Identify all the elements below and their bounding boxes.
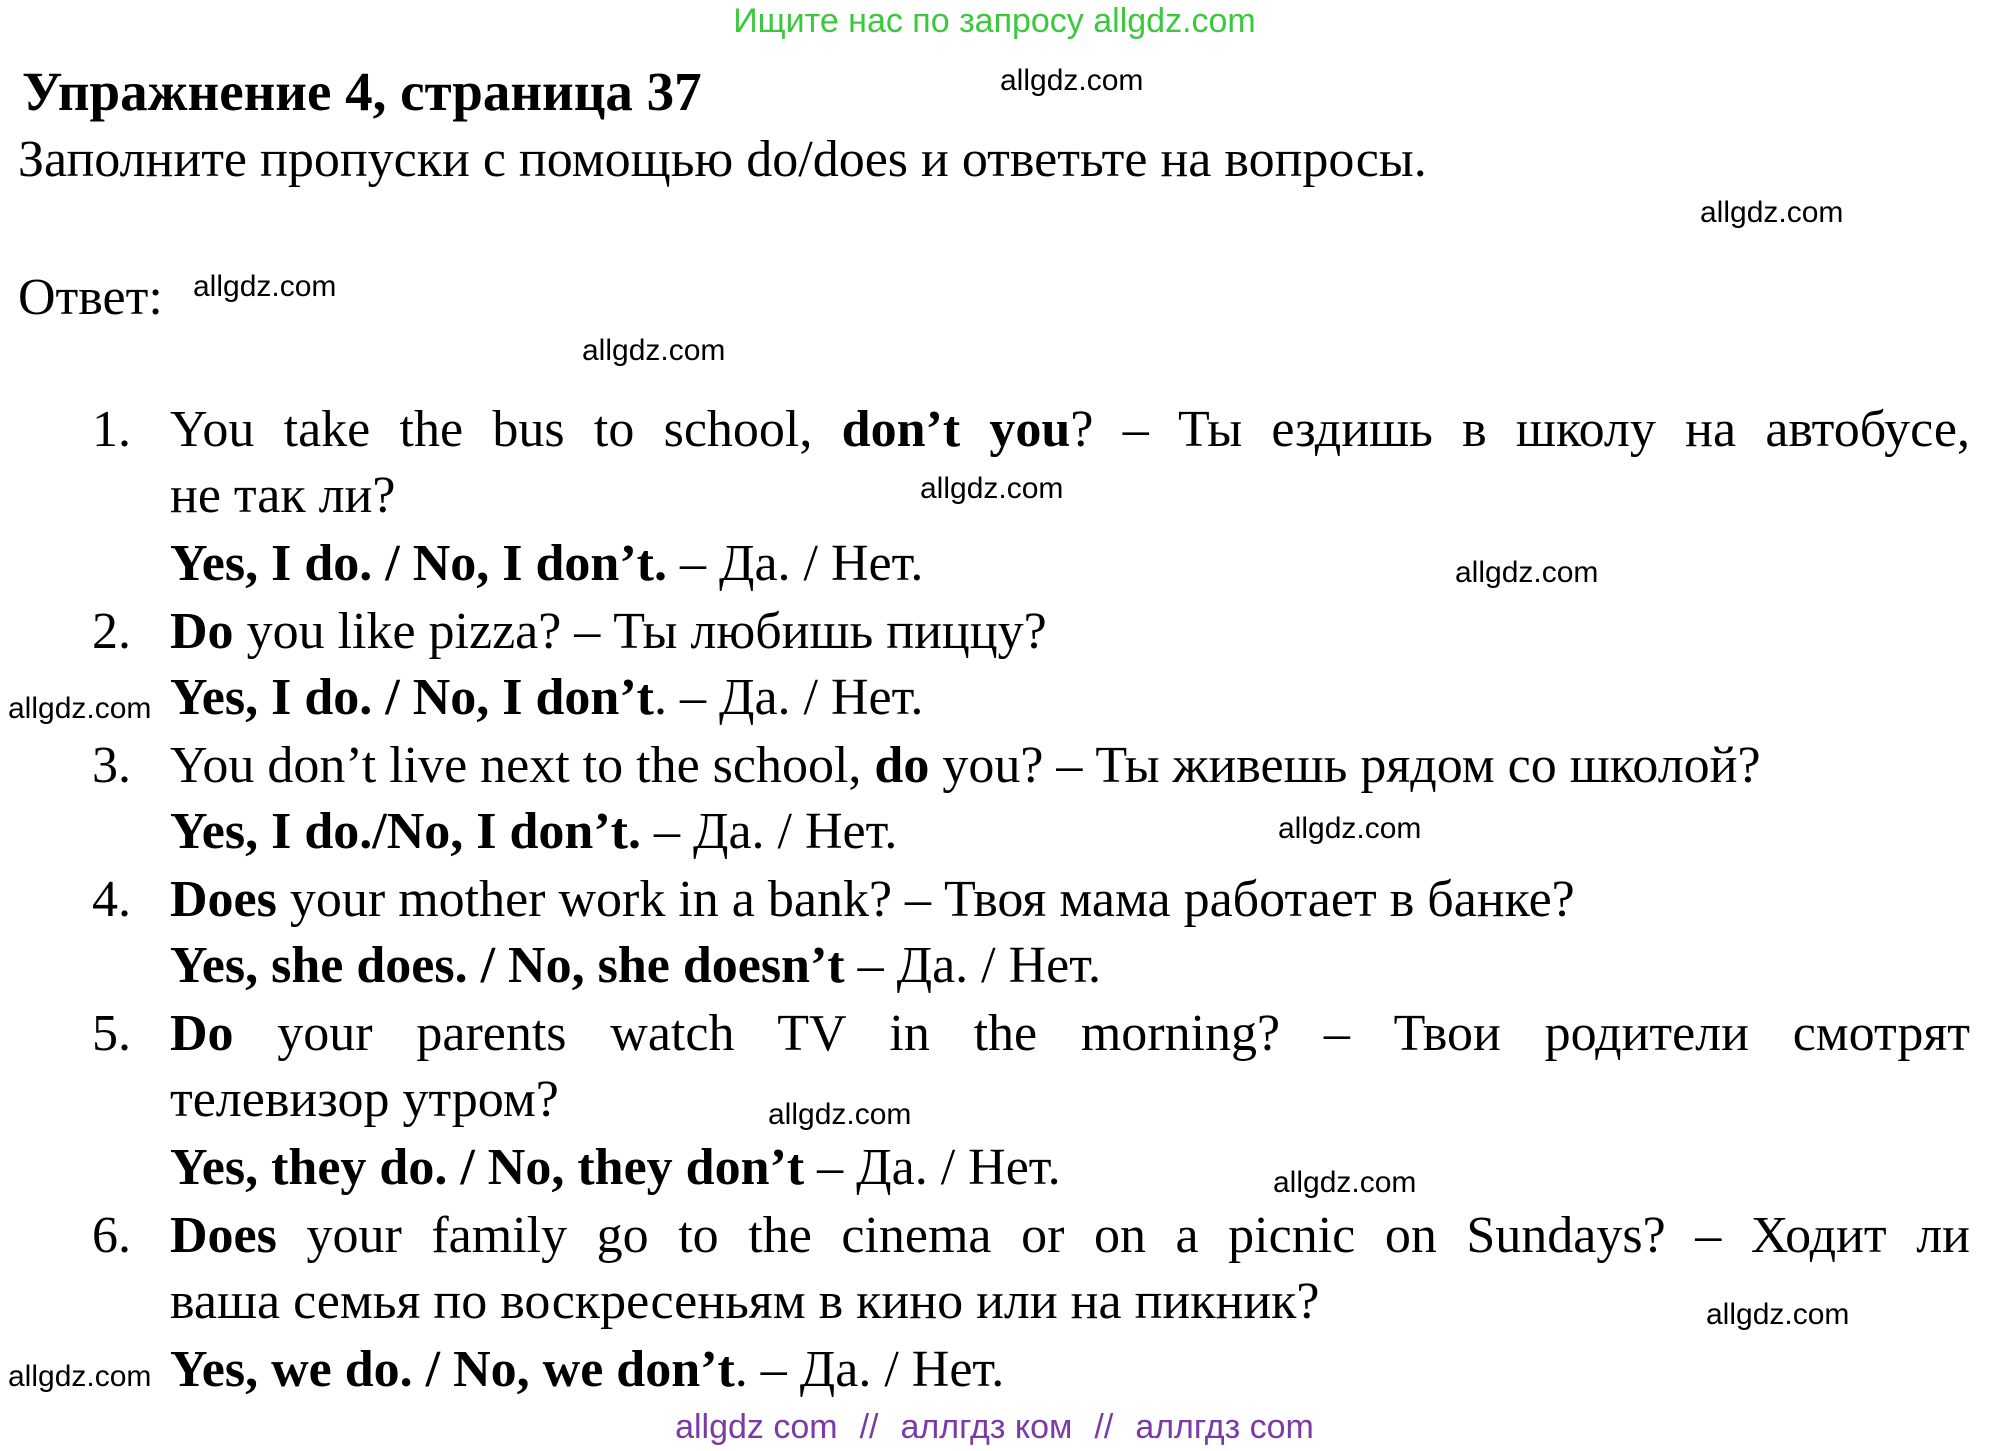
watermark: allgdz.com xyxy=(8,1360,152,1393)
question-line xyxy=(170,400,1970,460)
watermark: allgdz.com xyxy=(1273,1166,1417,1199)
watermark: allgdz.com xyxy=(8,692,152,725)
watermark: allgdz.com xyxy=(768,1098,912,1131)
answer-line xyxy=(170,534,923,594)
answer-key: Yes, I do./No, I don’t. xyxy=(170,803,641,860)
answer-label: Ответ: xyxy=(18,269,163,326)
footer xyxy=(0,1408,1989,1447)
answer-translation: – Да. / Нет. xyxy=(804,1139,1061,1196)
footer-separator: // xyxy=(859,1408,879,1446)
question-line xyxy=(170,602,1047,662)
footer-text: аллгдз ком xyxy=(900,1408,1073,1446)
question-text: you like pizza? – Ты любишь пиццу? xyxy=(233,603,1047,660)
answer-translation: – Да. / Нет. xyxy=(844,937,1102,994)
item-number: 6. xyxy=(92,1207,131,1264)
watermark: allgdz.com xyxy=(1000,64,1144,97)
exercise-title: Упражнение 4, страница 37 xyxy=(22,61,702,122)
question-key: Do xyxy=(170,1005,234,1062)
item-number: 1. xyxy=(92,401,131,458)
question-text: ? – Ты ездишь в школу на автобусе, xyxy=(1070,401,1970,458)
question-line xyxy=(170,1004,1970,1064)
watermark: allgdz.com xyxy=(193,270,337,303)
question-line xyxy=(170,1206,1970,1266)
item-number: 4. xyxy=(92,871,131,928)
question-line xyxy=(170,736,1761,796)
question-text: your family go to the cinema or on a picnic on Sundays? – Ходит ли xyxy=(276,1207,1970,1264)
footer-text: allgdz com xyxy=(675,1408,838,1446)
footer-separator: // xyxy=(1094,1408,1114,1446)
question-continuation: телевизор утром? xyxy=(170,1071,559,1128)
answer-key: Yes, they do. / No, they don’t xyxy=(170,1139,805,1196)
question-text: You take the bus to school, xyxy=(170,401,842,458)
question-text: your parents watch TV in the morning? – Твои родители смотрят xyxy=(233,1005,1970,1062)
item-number: 2. xyxy=(92,603,131,660)
answer-key: Yes, I do. / No, I don’t. xyxy=(170,535,667,592)
question-text: You don’t live next to the school, xyxy=(170,737,875,794)
answer-key: Yes, we do. / No, we don’t xyxy=(170,1341,735,1398)
answer-key: Yes, I do. / No, I don’t xyxy=(170,669,654,726)
exercise-instruction: Заполните пропуски с помощью do/does и ответьте на вопросы. xyxy=(18,131,1427,188)
question-key: Does xyxy=(170,871,277,928)
watermark: allgdz.com xyxy=(1278,812,1422,845)
answer-translation: – Да. / Нет. xyxy=(640,803,898,860)
watermark: allgdz.com xyxy=(1700,196,1844,229)
footer-text: аллгдз com xyxy=(1135,1408,1314,1446)
question-text: you? – Ты живешь рядом со школой? xyxy=(929,737,1761,794)
question-text: your mother work in a bank? – Твоя мама работает в банке? xyxy=(276,871,1575,928)
question-key: Do xyxy=(170,603,234,660)
answer-line xyxy=(170,802,897,862)
answer-translation: . – Да. / Нет. xyxy=(653,669,924,726)
question-key: don’t you xyxy=(841,401,1071,458)
answer-line xyxy=(170,1340,1004,1400)
question-continuation: не так ли? xyxy=(170,467,396,524)
watermark: allgdz.com xyxy=(582,334,726,367)
answer-key: Yes, she does. / No, she doesn’t xyxy=(170,937,845,994)
item-number: 5. xyxy=(92,1005,131,1062)
watermark: allgdz.com xyxy=(1706,1298,1850,1331)
question-key: do xyxy=(874,737,930,794)
answer-line xyxy=(170,936,1101,996)
watermark: allgdz.com xyxy=(1455,556,1599,589)
question-continuation: ваша семья по воскресеньям в кино или на пикник? xyxy=(170,1273,1320,1330)
question-key: Does xyxy=(170,1207,277,1264)
answer-line xyxy=(170,1138,1061,1198)
answer-translation: . – Да. / Нет. xyxy=(734,1341,1005,1398)
top-banner: Ищите нас по запросу allgdz.com xyxy=(733,2,1256,40)
answer-line xyxy=(170,668,923,728)
watermark: allgdz.com xyxy=(920,472,1064,505)
item-number: 3. xyxy=(92,737,131,794)
question-line xyxy=(170,870,1575,930)
answer-translation: – Да. / Нет. xyxy=(666,535,924,592)
